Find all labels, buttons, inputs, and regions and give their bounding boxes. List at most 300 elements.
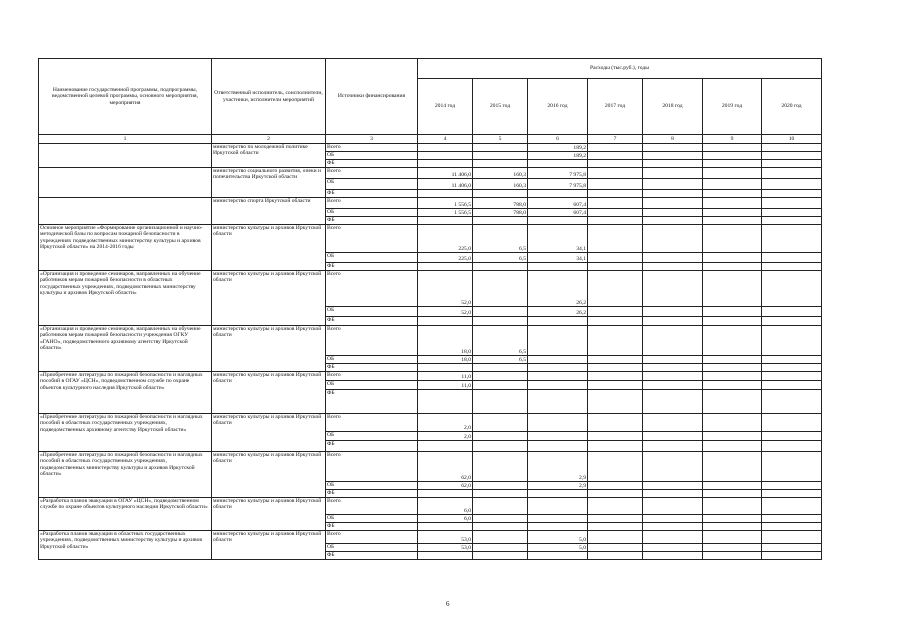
table-row [39, 498, 822, 515]
funding-source-cell: Всего [326, 144, 418, 152]
header-index: 3 [326, 135, 418, 144]
amount-cell [703, 307, 762, 317]
header-expenses: Расходы (тыс.руб.), годы [418, 59, 822, 79]
amount-cell [643, 160, 703, 168]
amount-cell [418, 364, 473, 372]
amount-cell [643, 523, 703, 531]
amount-cell [528, 390, 588, 414]
amount-cell [588, 414, 643, 432]
amount-cell [588, 217, 643, 225]
amount-cell [703, 523, 762, 531]
amount-cell [473, 381, 528, 390]
amount-cell [643, 271, 703, 307]
table-row [39, 531, 822, 544]
amount-cell: 62,0 [418, 452, 473, 482]
header-index: 10 [762, 135, 822, 144]
amount-cell [762, 523, 822, 531]
funding-source-cell: Всего [326, 168, 418, 179]
amount-cell [762, 217, 822, 225]
amount-cell [643, 432, 703, 441]
amount-cell [473, 271, 528, 307]
amount-cell [418, 390, 473, 414]
amount-cell: 34,1 [528, 225, 588, 253]
executor-cell: министерство культуры и архивов Иркутской области [212, 271, 326, 326]
amount-cell [643, 198, 703, 209]
funding-source-cell: ОБ [326, 152, 418, 160]
amount-cell [762, 381, 822, 390]
amount-cell [643, 372, 703, 381]
program-name-cell: «Организация и проведение семинаров, направленных на обучение работников мерам пожарной безопасности в областных государственных учреждениях, подведомственных министерству культуры и архивов Иркутской области» [39, 271, 212, 326]
amount-cell [588, 307, 643, 317]
amount-cell [528, 414, 588, 432]
funding-source-cell: ОБ [326, 432, 418, 441]
amount-cell [473, 531, 528, 544]
amount-cell: 18,0 [418, 326, 473, 356]
header-index: 4 [418, 135, 473, 144]
amount-cell: 6,5 [473, 253, 528, 263]
program-name-cell: «Приобретение литературы по пожарной безопасности и наглядных пособий в ОГАУ «ЦСН», подведомственном службе по охране объектов культурного наследия Иркутской области» [39, 372, 212, 414]
amount-cell: 52,0 [418, 271, 473, 307]
header-index: 8 [643, 135, 703, 144]
amount-cell [762, 263, 822, 271]
amount-cell [473, 263, 528, 271]
program-name-cell [39, 168, 212, 198]
amount-cell [528, 381, 588, 390]
table-row [39, 372, 822, 381]
header-index: 9 [703, 135, 762, 144]
amount-cell [528, 356, 588, 364]
amount-cell [703, 498, 762, 515]
header-year: 2020 год [762, 79, 822, 135]
amount-cell [528, 317, 588, 326]
amount-cell: 6,5 [473, 326, 528, 356]
amount-cell [473, 490, 528, 498]
amount-cell [762, 209, 822, 217]
amount-cell [703, 198, 762, 209]
amount-cell [473, 390, 528, 414]
header-index: 2 [212, 135, 326, 144]
amount-cell [643, 544, 703, 552]
amount-cell [643, 152, 703, 160]
amount-cell [588, 198, 643, 209]
amount-cell: 62,0 [418, 482, 473, 490]
amount-cell [588, 190, 643, 198]
amount-cell: 18,0 [418, 356, 473, 364]
funding-source-cell: ОБ [326, 482, 418, 490]
amount-cell [703, 217, 762, 225]
amount-cell [588, 179, 643, 190]
executor-cell: министерство культуры и архивов Иркутской области [212, 531, 326, 560]
amount-cell [528, 160, 588, 168]
amount-cell: 5,0 [528, 531, 588, 544]
funding-source-cell: ФБ [326, 263, 418, 271]
amount-cell: 1 556,5 [418, 209, 473, 217]
amount-cell [703, 209, 762, 217]
amount-cell [588, 452, 643, 482]
funding-source-cell: Всего [326, 372, 418, 381]
amount-cell [762, 168, 822, 179]
amount-cell [643, 217, 703, 225]
table-row [39, 225, 822, 253]
amount-cell [643, 179, 703, 190]
funding-source-cell: ОБ [326, 356, 418, 364]
header-year: 2014 год [418, 79, 473, 135]
amount-cell [703, 356, 762, 364]
amount-cell [762, 414, 822, 432]
amount-cell [762, 271, 822, 307]
amount-cell [703, 515, 762, 523]
funding-source-cell: Всего [326, 326, 418, 356]
header-program: Наименование государственной программы, подпрограммы, ведомственной целевой программы, основного мероприятия, мероприятия [39, 59, 212, 135]
amount-cell: 160,3 [473, 168, 528, 179]
amount-cell [473, 160, 528, 168]
table-row [39, 326, 822, 356]
amount-cell [473, 498, 528, 515]
amount-cell [643, 225, 703, 253]
amount-cell [418, 523, 473, 531]
funding-source-cell: Всего [326, 531, 418, 544]
amount-cell [703, 381, 762, 390]
amount-cell [588, 263, 643, 271]
amount-cell: 607,4 [528, 209, 588, 217]
amount-cell [643, 482, 703, 490]
amount-cell: 607,4 [528, 198, 588, 209]
amount-cell [588, 144, 643, 152]
amount-cell [703, 263, 762, 271]
amount-cell [473, 452, 528, 482]
amount-cell [643, 490, 703, 498]
program-name-cell: «Разработка планов эвакуации в областных государственных учреждениях, подведомственных министерству культуры и архивов Иркутской области» [39, 531, 212, 560]
amount-cell [418, 490, 473, 498]
amount-cell [762, 152, 822, 160]
funding-source-cell: Всего [326, 198, 418, 209]
amount-cell [418, 552, 473, 560]
program-name-cell: «Организация и проведение семинаров, направленных на обучение работников мерам пожарной безопасности учреждения ОГКУ «ГАНО», подведомственного архивному агентству Иркутской области» [39, 326, 212, 372]
funding-source-cell: Всего [326, 498, 418, 515]
amount-cell [528, 515, 588, 523]
amount-cell [762, 452, 822, 482]
amount-cell [703, 317, 762, 326]
funding-source-cell: ФБ [326, 490, 418, 498]
funding-source-cell: ФБ [326, 390, 418, 414]
amount-cell [643, 326, 703, 356]
amount-cell [643, 364, 703, 372]
amount-cell [762, 198, 822, 209]
amount-cell [703, 152, 762, 160]
program-name-cell [39, 144, 212, 168]
amount-cell [588, 209, 643, 217]
header-year: 2018 год [643, 79, 703, 135]
amount-cell [588, 253, 643, 263]
table-row [39, 168, 822, 179]
amount-cell: 7 975,8 [528, 179, 588, 190]
amount-cell: 53,0 [418, 544, 473, 552]
executor-cell: министерство культуры и архивов Иркутской области [212, 225, 326, 271]
amount-cell [703, 390, 762, 414]
amount-cell [762, 317, 822, 326]
amount-cell [762, 160, 822, 168]
amount-cell [762, 498, 822, 515]
page-number: 6 [446, 600, 450, 608]
amount-cell: 788,0 [473, 209, 528, 217]
amount-cell [588, 364, 643, 372]
amount-cell [473, 523, 528, 531]
funding-source-cell: ФБ [326, 523, 418, 531]
amount-cell [762, 441, 822, 452]
header-index: 1 [39, 135, 212, 144]
amount-cell [703, 326, 762, 356]
amount-cell [588, 490, 643, 498]
amount-cell [588, 432, 643, 441]
amount-cell [762, 482, 822, 490]
amount-cell: 11,0 [418, 372, 473, 381]
table-row [39, 198, 822, 209]
amount-cell [473, 552, 528, 560]
amount-cell [703, 190, 762, 198]
amount-cell [588, 482, 643, 490]
amount-cell: 160,3 [473, 179, 528, 190]
amount-cell: 225,0 [418, 225, 473, 253]
amount-cell [528, 490, 588, 498]
amount-cell: 6,0 [418, 498, 473, 515]
amount-cell [588, 168, 643, 179]
amount-cell: 34,1 [528, 253, 588, 263]
amount-cell [703, 364, 762, 372]
program-name-cell: «Приобретение литературы по пожарной безопасности и наглядных пособий в областных государственных учреждениях, подведомственных архивному агентству Иркутской области» [39, 414, 212, 452]
amount-cell [473, 317, 528, 326]
amount-cell [643, 253, 703, 263]
amount-cell [643, 209, 703, 217]
amount-cell [473, 217, 528, 225]
amount-cell [588, 160, 643, 168]
funding-source-cell: ОБ [326, 307, 418, 317]
amount-cell [643, 390, 703, 414]
amount-cell [418, 152, 473, 160]
amount-cell [588, 515, 643, 523]
funding-source-cell: ФБ [326, 317, 418, 326]
executor-cell: министерство спорта Иркутской области [212, 198, 326, 225]
amount-cell [762, 364, 822, 372]
amount-cell: 26,2 [528, 307, 588, 317]
amount-cell [588, 152, 643, 160]
amount-cell [762, 552, 822, 560]
amount-cell [762, 225, 822, 253]
funding-source-cell: Всего [326, 225, 418, 253]
amount-cell [473, 544, 528, 552]
amount-cell: 189,2 [528, 152, 588, 160]
amount-cell [703, 144, 762, 152]
amount-cell [418, 144, 473, 152]
amount-cell: 225,0 [418, 253, 473, 263]
amount-cell [762, 253, 822, 263]
amount-cell [762, 307, 822, 317]
amount-cell [762, 144, 822, 152]
amount-cell [643, 498, 703, 515]
amount-cell [588, 552, 643, 560]
amount-cell [473, 152, 528, 160]
amount-cell [762, 390, 822, 414]
header-index: 5 [473, 135, 528, 144]
funding-source-cell: ОБ [326, 381, 418, 390]
program-name-cell: «Разработка планов эвакуации в ОГАУ «ЦСН», подведомственном службе по охране объектов культурного наследия Иркутской области» [39, 498, 212, 531]
amount-cell: 11,0 [418, 381, 473, 390]
amount-cell [762, 490, 822, 498]
amount-cell [643, 144, 703, 152]
amount-cell: 53,0 [418, 531, 473, 544]
amount-cell [703, 544, 762, 552]
amount-cell [643, 356, 703, 364]
funding-source-cell: ФБ [326, 160, 418, 168]
amount-cell [762, 190, 822, 198]
amount-cell [588, 356, 643, 364]
header-index: 6 [528, 135, 588, 144]
funding-source-cell: Всего [326, 271, 418, 307]
amount-cell [643, 168, 703, 179]
amount-cell [588, 498, 643, 515]
header-year: 2016 год [528, 79, 588, 135]
amount-cell: 26,2 [528, 271, 588, 307]
executor-cell: министерство культуры и архивов Иркутской области [212, 372, 326, 414]
funding-source-cell: ОБ [326, 209, 418, 217]
amount-cell [588, 381, 643, 390]
funding-source-cell: ФБ [326, 441, 418, 452]
amount-cell [473, 372, 528, 381]
amount-cell [473, 190, 528, 198]
amount-cell: 7 975,8 [528, 168, 588, 179]
amount-cell [703, 225, 762, 253]
amount-cell [762, 326, 822, 356]
funding-source-cell: ФБ [326, 364, 418, 372]
funding-source-cell: ФБ [326, 190, 418, 198]
amount-cell [703, 253, 762, 263]
amount-cell [643, 515, 703, 523]
amount-cell [703, 432, 762, 441]
amount-cell: 2,9 [528, 452, 588, 482]
amount-cell: 52,0 [418, 307, 473, 317]
amount-cell: 2,0 [418, 432, 473, 441]
executor-cell: министерство по молодежной политике Иркутской области [212, 144, 326, 168]
amount-cell [762, 432, 822, 441]
table-row [39, 271, 822, 307]
funding-source-cell: Всего [326, 452, 418, 482]
program-name-cell: «Приобретение литературы по пожарной безопасности и наглядных пособий в областных государственных учреждениях, подведомственных министерству культуры и архивов Иркутской области» [39, 452, 212, 498]
amount-cell [643, 263, 703, 271]
table-row [39, 144, 822, 152]
amount-cell [418, 217, 473, 225]
funding-source-cell: ФБ [326, 552, 418, 560]
header-year: 2019 год [703, 79, 762, 135]
funding-source-cell: ОБ [326, 179, 418, 190]
amount-cell [703, 414, 762, 432]
funding-source-cell: ФБ [326, 217, 418, 225]
amount-cell [703, 160, 762, 168]
table-row [39, 452, 822, 482]
amount-cell: 1 556,5 [418, 198, 473, 209]
amount-cell [418, 160, 473, 168]
funding-source-cell: ОБ [326, 544, 418, 552]
executor-cell: министерство культуры и архивов Иркутской области [212, 326, 326, 372]
amount-cell [762, 544, 822, 552]
amount-cell [528, 190, 588, 198]
amount-cell: 2,0 [418, 414, 473, 432]
amount-cell [703, 482, 762, 490]
amount-cell [418, 190, 473, 198]
amount-cell [588, 531, 643, 544]
program-name-cell: Основное мероприятие «Формирование организационной и научно-методической базы по вопросам пожарной безопасности в учреждениях подведомственных министерству культуры и архивов Иркутской области» на 2014-2016 годы [39, 225, 212, 271]
amount-cell [762, 531, 822, 544]
amount-cell [762, 515, 822, 523]
amount-cell [762, 356, 822, 364]
amount-cell [643, 307, 703, 317]
amount-cell [703, 531, 762, 544]
amount-cell [643, 190, 703, 198]
executor-cell: министерство культуры и архивов Иркутской области [212, 414, 326, 452]
amount-cell [643, 552, 703, 560]
amount-cell [762, 372, 822, 381]
executor-cell: министерство культуры и архивов Иркутской области [212, 452, 326, 498]
amount-cell [588, 390, 643, 414]
amount-cell [418, 441, 473, 452]
amount-cell [703, 179, 762, 190]
amount-cell [528, 498, 588, 515]
amount-cell [588, 523, 643, 531]
amount-cell [703, 168, 762, 179]
amount-cell [643, 414, 703, 432]
amount-cell [643, 531, 703, 544]
amount-cell [473, 432, 528, 441]
executor-cell: министерство социального развития, опеки и попечительства Иркутской области [212, 168, 326, 198]
budget-table [38, 58, 822, 560]
amount-cell [588, 225, 643, 253]
amount-cell [703, 552, 762, 560]
amount-cell [588, 326, 643, 356]
amount-cell: 6,5 [473, 356, 528, 364]
amount-cell [643, 452, 703, 482]
amount-cell: 6,0 [418, 515, 473, 523]
header-index: 7 [588, 135, 643, 144]
amount-cell [762, 179, 822, 190]
amount-cell: 189,2 [528, 144, 588, 152]
amount-cell [588, 271, 643, 307]
program-name-cell [39, 198, 212, 225]
amount-cell [418, 317, 473, 326]
table-row [39, 414, 822, 432]
header-year: 2015 год [473, 79, 528, 135]
amount-cell [473, 482, 528, 490]
amount-cell: 788,0 [473, 198, 528, 209]
header-executor: Ответственный исполнитель, соисполнители, участники, исполнители мероприятий [212, 59, 326, 135]
amount-cell [473, 307, 528, 317]
header-source: Источники финансирования [326, 59, 418, 135]
amount-cell: 5,0 [528, 544, 588, 552]
amount-cell [528, 263, 588, 271]
amount-cell [418, 263, 473, 271]
amount-cell [528, 523, 588, 531]
amount-cell: 11 406,0 [418, 179, 473, 190]
funding-source-cell: ОБ [326, 515, 418, 523]
header-year: 2017 год [588, 79, 643, 135]
amount-cell [588, 441, 643, 452]
amount-cell [588, 372, 643, 381]
amount-cell: 11 406,0 [418, 168, 473, 179]
amount-cell [703, 372, 762, 381]
amount-cell [703, 271, 762, 307]
amount-cell [528, 441, 588, 452]
amount-cell [528, 552, 588, 560]
amount-cell [703, 441, 762, 452]
amount-cell [473, 414, 528, 432]
amount-cell [588, 544, 643, 552]
